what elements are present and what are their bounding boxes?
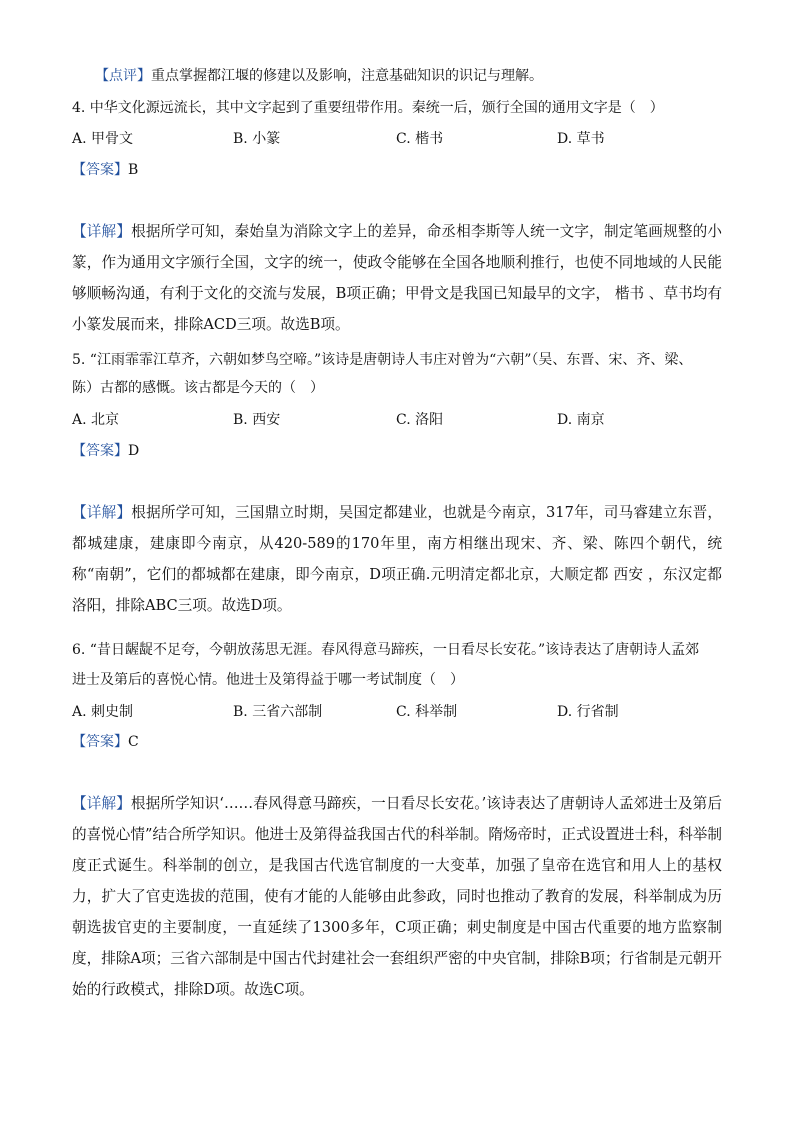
q4-option-a: A. 甲骨文 [72, 131, 134, 147]
q6-answer-value: C [128, 734, 139, 750]
q5-detail-text: 根据所学可知，三国鼎立时期，吴国定都建业，也就是今南京，317年，司马睿建立东晋，都城建康，建康即今南京，从420-589的170年里，南方相继出现宋、齐、梁、陈四个朝代，统称“南朝”，它们的都城都在建康，即今南京，D项正确.元明清定都北京，大顺定都 西安 ，东汉定都洛阳，排除ABC三项。故选D项。 [72, 504, 722, 614]
q6-answer [72, 732, 722, 752]
q5-detail [72, 497, 722, 621]
q5-answer-tag: 【答案】 [72, 443, 128, 459]
q6-answer-tag: 【答案】 [72, 734, 128, 750]
q6-detail [72, 788, 722, 1005]
q6-option-b: B. 三省六部制 [233, 704, 323, 720]
q4-detail-tag: 【详解】 [72, 223, 132, 240]
q4-answer [72, 160, 722, 180]
q5-answer-value: D [128, 443, 140, 459]
q4-detail-text: 根据所学可知，秦始皇为消除文字上的差异，命丞相李斯等人统一文字，制定笔画规整的小篆，作为通用文字颁行全国，文字的统一，使政令能够在全国各地顺利推行，也使不同地域的人民能够顺畅沟通，有利于文化的交流与发展，B项正确；甲骨文是我国已知最早的文字， 楷书 、草书均有小篆发展而来，排除ACD三项。故选B项。 [72, 223, 722, 333]
q5-detail-tag: 【详解】 [72, 504, 132, 521]
q6-option-c: C. 科举制 [396, 704, 458, 720]
q5-option-d: D. 南京 [557, 412, 605, 428]
q4-answer-tag: 【答案】 [72, 162, 128, 178]
q6-option-a: A. 刺史制 [72, 704, 134, 720]
q4-detail [72, 216, 722, 340]
q6-stem-line2: 进士及第后的喜悦心情。他进士及第得益于哪一考试制度（ ） [72, 672, 464, 688]
q5-answer [72, 441, 722, 461]
q4-option-c: C. 楷书 [396, 131, 444, 147]
q6-option-d: D. 行省制 [557, 704, 619, 720]
q5-option-b: B. 西安 [233, 412, 281, 428]
q4-option-b: B. 小篆 [233, 131, 281, 147]
q6-detail-tag: 【详解】 [72, 795, 131, 812]
q5-option-c: C. 洛阳 [396, 412, 444, 428]
comment-tag: 【点评】 [95, 68, 151, 84]
q4-stem: 4. 中华文化源远流长，其中文字起到了重要纽带作用。秦统一后，颁行全国的通用文字是（ ） [72, 100, 664, 116]
comment-line [95, 66, 745, 86]
q6-stem-line1: 6. “昔日龌龊不足夸，今朝放荡思无涯。春风得意马蹄疾，一日看尽长安花。”该诗表达了唐朝诗人孟郊 [72, 642, 700, 658]
q4-answer-value: B [128, 162, 139, 178]
q6-detail-text: 根据所学知识‘……春风得意马蹄疾，一日看尽长安花。’该诗表达了唐朝诗人孟郊进士及第后的喜悦心情”结合所学知识。他进士及第得益我国古代的科举制。隋炀帝时，正式设置进士科，科举制度正式诞生。科举制的创立，是我国古代选官制度的一大变革，加强了皇帝在选官和用人上的基权力，扩大了官吏选拔的范围，使有才能的人能够由此参政，同时也推动了教育的发展，科举制成为历朝选拔官吏的主要制度，一直延续了1300多年，C项正确；刺史制度是中国古代重要的地方监察制度，排除A项；三省六部制是中国古代封建社会一套组织严密的中央官制，排除B项；行省制是元朝开始的行政模式，排除D项。故选C项。 [72, 795, 722, 998]
q5-option-a: A. 北京 [72, 412, 120, 428]
q5-stem-line2: 陈）古都的感慨。该古都是今天的（ ） [72, 380, 324, 396]
comment-text: 重点掌握都江堰的修建以及影响，注意基础知识的识记与理解。 [151, 68, 543, 84]
q5-stem-line1: 5. “江雨霏霏江草齐，六朝如梦鸟空啼。”该诗是唐朝诗人韦庄对曾为“六朝”（吴、东晋、宋、齐、梁、 [72, 352, 693, 368]
q4-option-d: D. 草书 [557, 131, 605, 147]
